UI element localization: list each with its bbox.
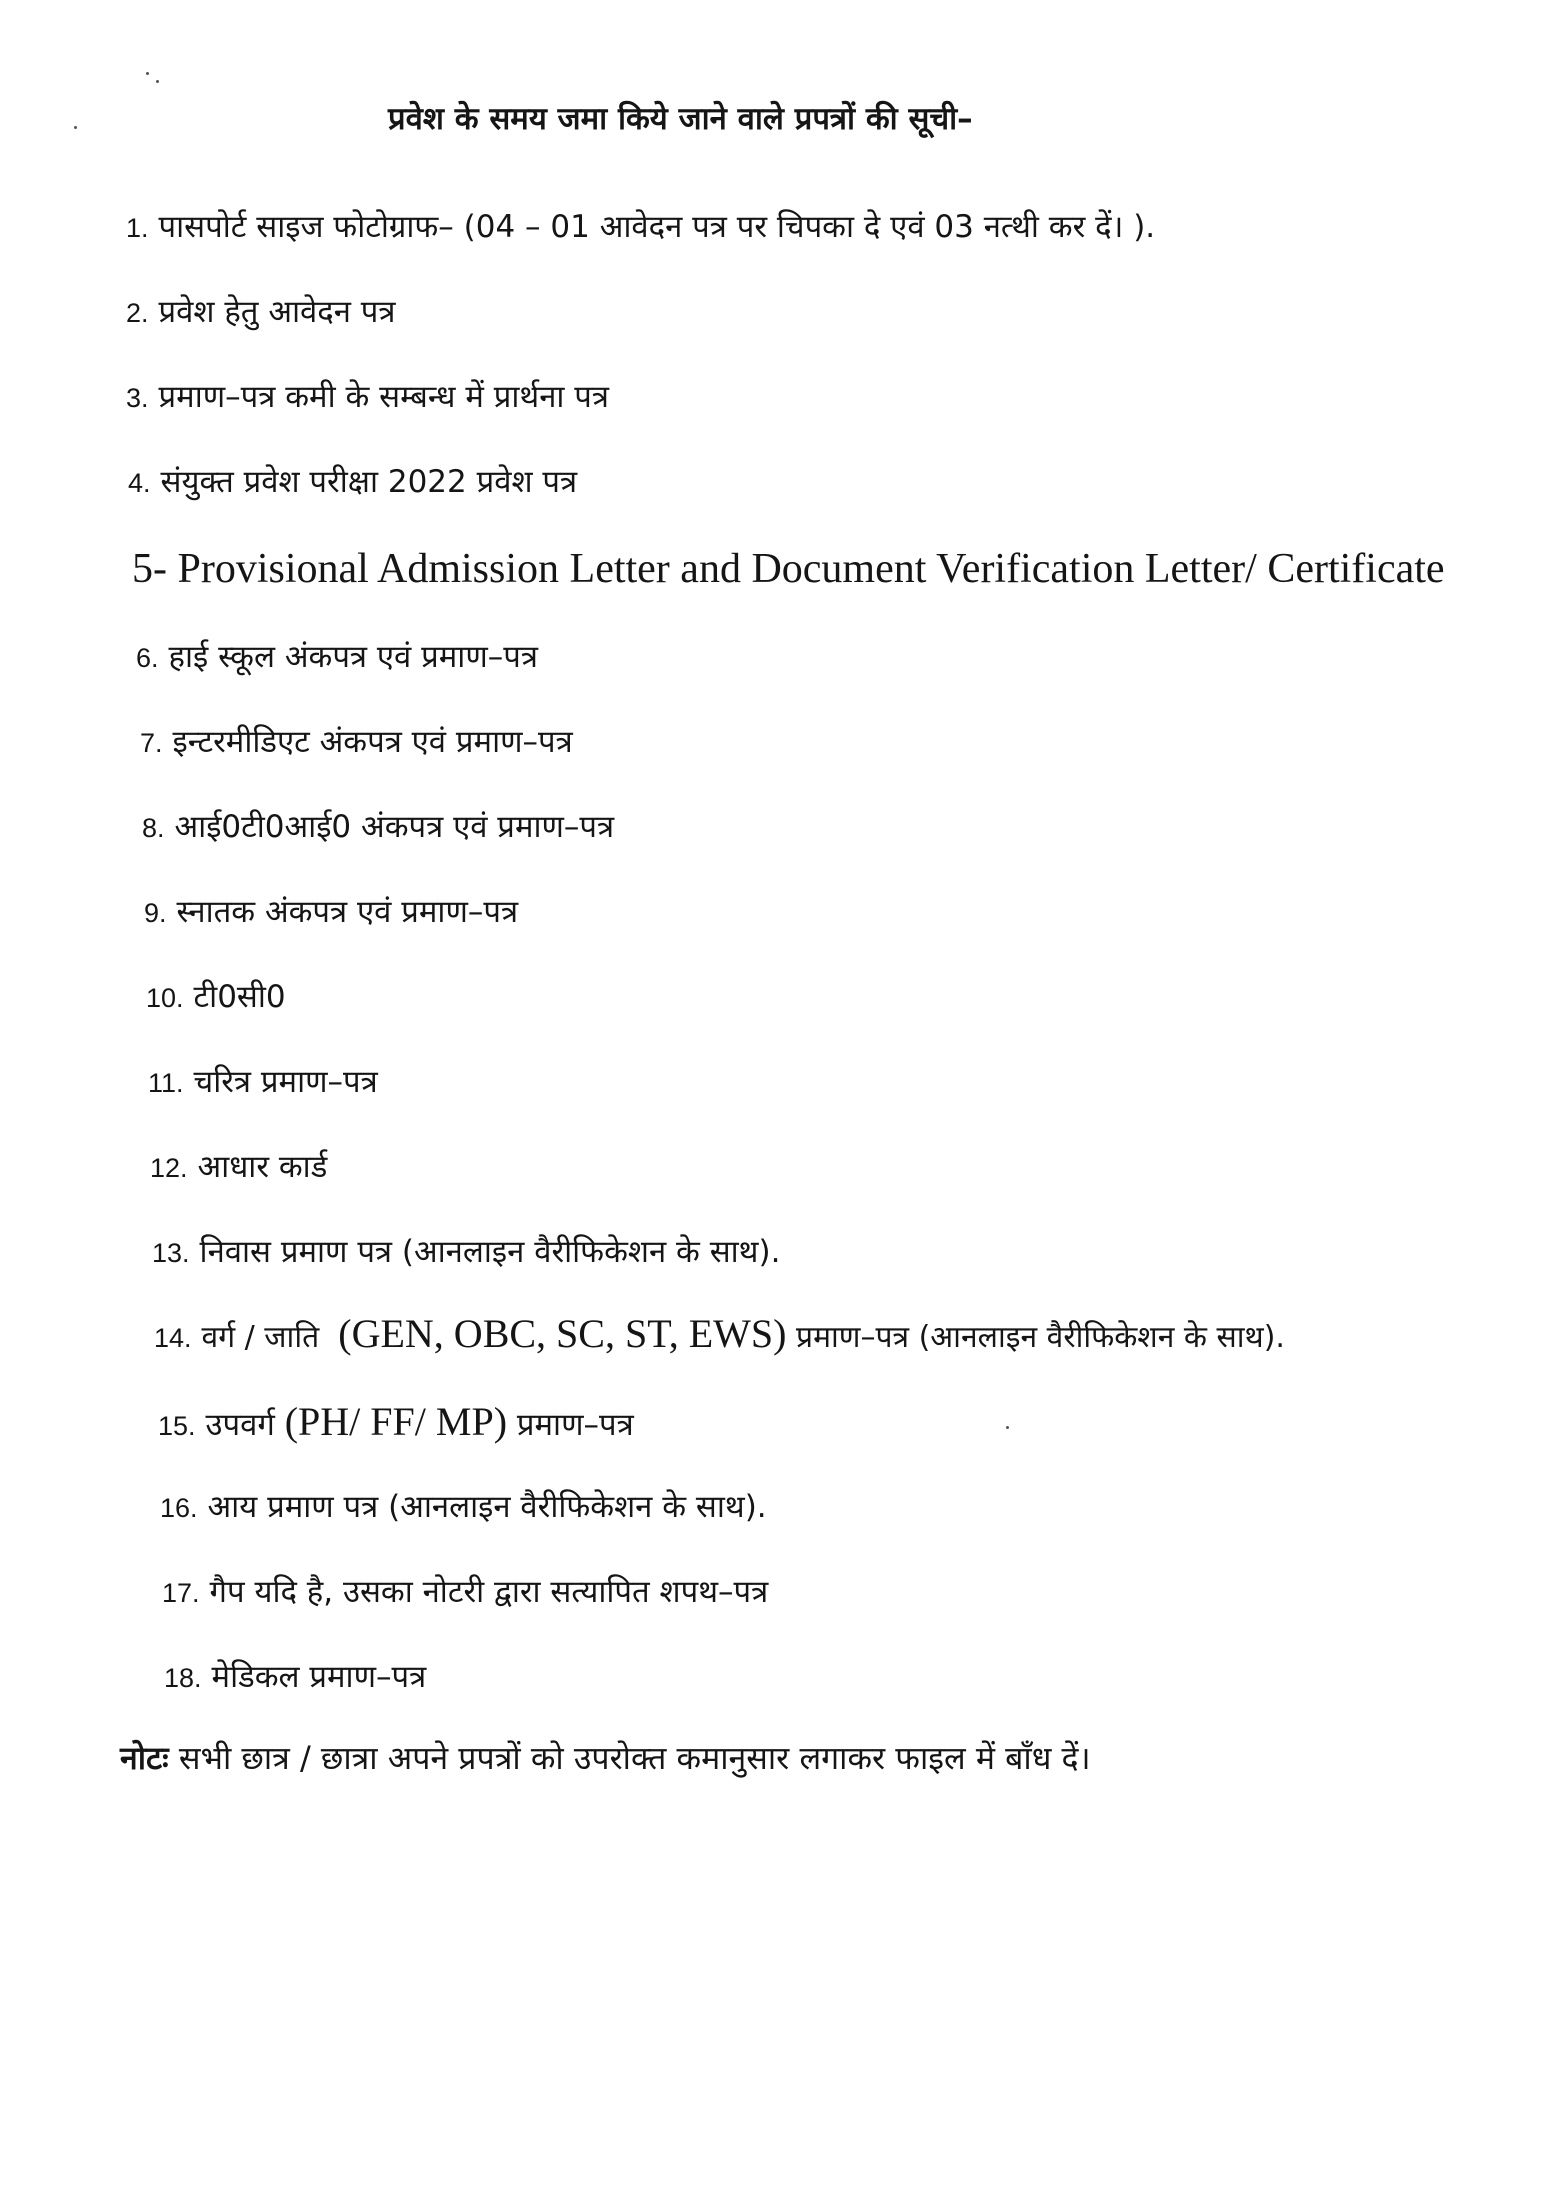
- item-text: इन्टरमीडिएट अंकपत्र एवं प्रमाण–पत्र: [172, 724, 573, 760]
- item-number: 9.: [144, 898, 167, 928]
- item-text-suffix: प्रमाण–पत्र: [516, 1407, 634, 1443]
- item-text: प्रमाण–पत्र कमी के सम्बन्ध में प्रार्थना पत्र: [158, 379, 610, 415]
- item-text: हाई स्कूल अंकपत्र एवं प्रमाण–पत्र: [168, 639, 538, 675]
- item-text: उपवर्ग: [205, 1407, 275, 1443]
- item-number: 11.: [148, 1068, 184, 1098]
- list-item-5: [132, 548, 1445, 590]
- item-text: 5- Provisional Admission Letter and Document Verification Letter/ Certificate: [132, 546, 1445, 592]
- item-number: 1.: [126, 213, 149, 243]
- item-text: प्रवेश हेतु आवेदन पत्र: [158, 294, 396, 330]
- list-item-2: [126, 294, 396, 330]
- item-number: 3.: [126, 383, 149, 413]
- item-text: निवास प्रमाण पत्र (आनलाइन वैरीफिकेशन के साथ).: [199, 1234, 781, 1270]
- item-number: 7.: [140, 728, 163, 758]
- item-number: 6.: [136, 643, 159, 673]
- item-number: 14.: [154, 1323, 192, 1353]
- list-item-13: [152, 1234, 781, 1270]
- list-item-8: [142, 809, 615, 845]
- item-text: मेडिकल प्रमाण–पत्र: [211, 1659, 427, 1695]
- item-number: 15.: [158, 1411, 196, 1441]
- list-item-3: [126, 379, 610, 415]
- item-number: 17.: [162, 1578, 200, 1608]
- item-text: चरित्र प्रमाण–पत्र: [193, 1064, 378, 1100]
- item-text: आय प्रमाण पत्र (आनलाइन वैरीफिकेशन के साथ).: [207, 1489, 767, 1525]
- list-item-18: [164, 1659, 427, 1695]
- list-item-14: [154, 1311, 1285, 1356]
- list-item-15: [158, 1399, 634, 1444]
- item-category-codes: (GEN, OBC, SC, ST, EWS): [338, 1311, 787, 1356]
- note: [120, 1739, 1091, 1777]
- item-text: गैप यदि है, उसका नोटरी द्वारा सत्यापित शपथ–पत्र: [209, 1574, 769, 1610]
- item-text: स्नातक अंकपत्र एवं प्रमाण–पत्र: [176, 894, 519, 930]
- document-title: प्रवेश के समय जमा किये जाने वाले प्रपत्रों की सूची–: [388, 101, 973, 137]
- item-text: टी0सी0: [193, 979, 286, 1015]
- list-item-12: [150, 1149, 328, 1185]
- list-item-16: [160, 1489, 767, 1525]
- scan-speck: [74, 126, 77, 129]
- item-text: वर्ग / जाति: [201, 1320, 320, 1355]
- list-item-10: [146, 979, 286, 1015]
- scan-speck: [1006, 1426, 1009, 1429]
- scan-speck: [156, 80, 159, 83]
- item-number: 13.: [152, 1238, 190, 1268]
- scan-speck: [146, 72, 149, 75]
- note-label: नोटः: [120, 1739, 169, 1777]
- note-text: सभी छात्र / छात्रा अपने प्रपत्रों को उपरोक्त कमानुसार लगाकर फाइल में बाँध दें।: [178, 1739, 1091, 1777]
- item-number: 4.: [128, 468, 151, 498]
- list-item-7: [140, 724, 573, 760]
- item-text: आधार कार्ड: [197, 1149, 328, 1185]
- item-text: संयुक्त प्रवेश परीक्षा 2022 प्रवेश पत्र: [160, 464, 578, 500]
- item-number: 10.: [146, 983, 184, 1013]
- item-number: 8.: [142, 813, 165, 843]
- item-text-suffix: प्रमाण–पत्र (आनलाइन वैरीफिकेशन के साथ).: [796, 1320, 1285, 1355]
- item-number: 18.: [164, 1663, 202, 1693]
- item-number: 2.: [126, 298, 149, 328]
- item-number: 16.: [160, 1493, 198, 1523]
- item-text: आई0टी0आई0 अंकपत्र एवं प्रमाण–पत्र: [174, 809, 615, 845]
- item-number: 12.: [150, 1153, 188, 1183]
- list-item-1: [126, 209, 1156, 245]
- item-text: पासपोर्ट साइज फोटोग्राफ– (04 – 01 आवेदन पत्र पर चिपका दे एवं 03 नत्थी कर दें। ).: [158, 209, 1156, 245]
- list-item-17: [162, 1574, 769, 1610]
- list-item-11: [148, 1064, 378, 1100]
- item-category-codes: (PH/ FF/ MP): [284, 1399, 508, 1444]
- list-item-9: [144, 894, 519, 930]
- list-item-4: [128, 464, 578, 500]
- list-item-6: [136, 639, 538, 675]
